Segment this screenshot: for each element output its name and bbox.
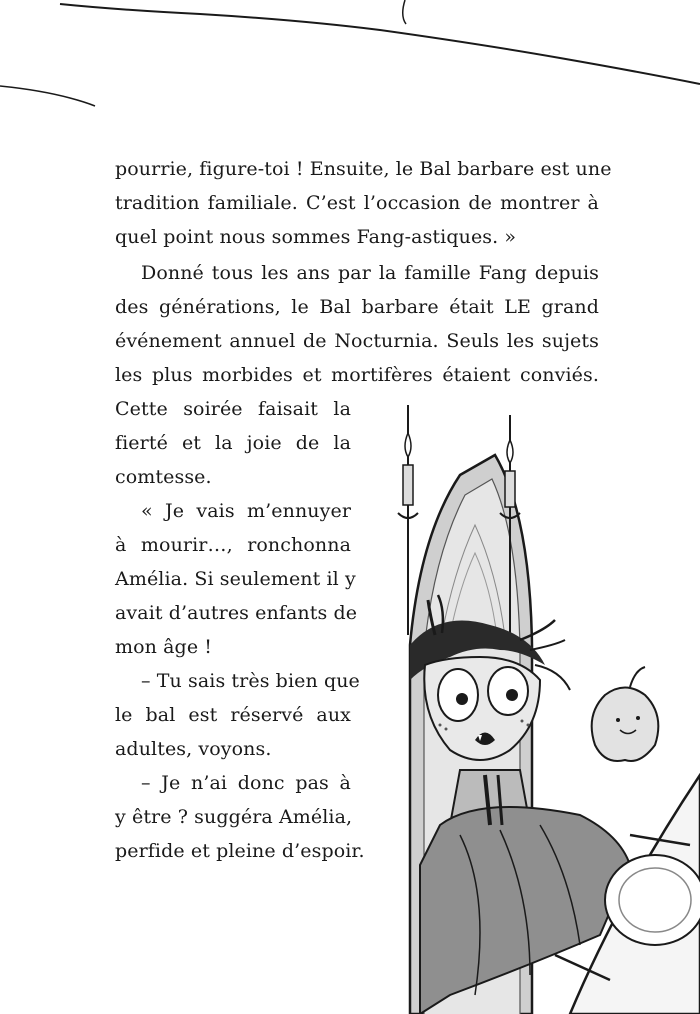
apple bbox=[592, 667, 659, 761]
text-line: Donné tous les ans par la famille Fang depuis bbox=[141, 262, 599, 284]
text-line: mon âge ! bbox=[115, 636, 213, 658]
top-sketch-decoration bbox=[0, 0, 700, 120]
text-line: y être ? suggéra Amélia, bbox=[115, 806, 353, 828]
text-line: tradition familiale. C’est l’occasion de montrer à bbox=[115, 192, 599, 214]
text-line: des générations, le Bal barbare était LE grand bbox=[115, 296, 599, 318]
text-line: le bal est réservé aux bbox=[115, 704, 351, 726]
text-line: comtesse. bbox=[115, 466, 212, 488]
text-line: perfide et pleine d’espoir. bbox=[115, 840, 365, 862]
text-line: adultes, voyons. bbox=[115, 738, 272, 760]
text-line: Cette soirée faisait la bbox=[115, 398, 351, 420]
text-line: – Je n’ai donc pas à bbox=[141, 772, 351, 794]
text-line: pourrie, figure-toi ! Ensuite, le Bal barbare est une bbox=[115, 158, 612, 180]
text-line: fierté et la joie de la bbox=[115, 432, 351, 454]
throne-girl-illustration bbox=[380, 395, 700, 1014]
text-line: avait d’autres enfants de bbox=[115, 602, 358, 624]
text-line: événement annuel de Nocturnia. Seuls les sujets bbox=[115, 330, 599, 352]
text-line: – Tu sais très bien que bbox=[141, 670, 360, 692]
text-line: « Je vais m’ennuyer bbox=[141, 500, 351, 522]
text-line: Amélia. Si seulement il y bbox=[115, 568, 356, 590]
text-line: à mourir…, ronchonna bbox=[115, 534, 351, 556]
text-line: quel point nous sommes Fang-astiques. » bbox=[115, 226, 517, 248]
text-line: les plus morbides et mortifères étaient conviés. bbox=[115, 364, 599, 386]
